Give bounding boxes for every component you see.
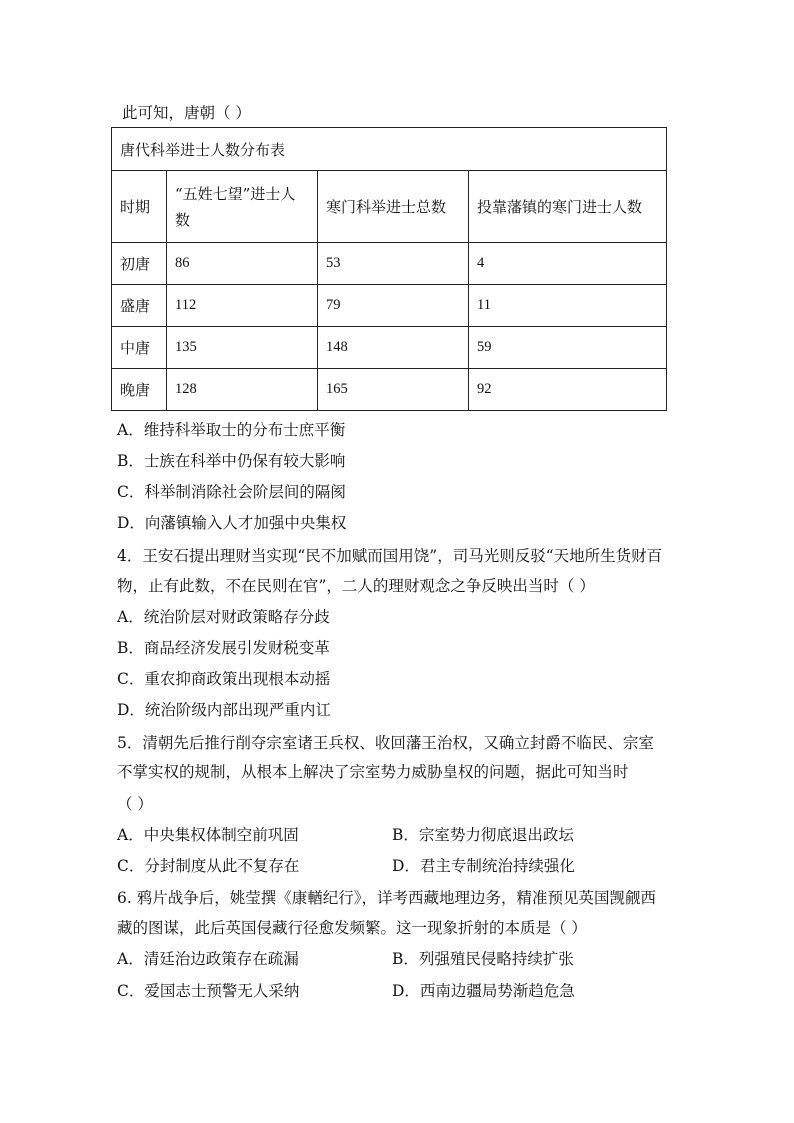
header-commoner-to-fanzhen: 投靠藩镇的寒门进士人数 xyxy=(469,171,667,243)
q6-stem-line1: 6. 鸦片战争后，姚莹撰《康輶纪行》，详考西藏地理边务，精准预见英国觊觎西 xyxy=(117,889,656,907)
q4-option-a[interactable]: A．统治阶层对财政策略存分歧 xyxy=(117,608,330,626)
cell-value: 165 xyxy=(318,369,469,411)
cell-period: 中唐 xyxy=(112,327,167,369)
q3-option-c[interactable]: C．科举制消除社会阶层间的隔阂 xyxy=(117,483,346,501)
cell-value: 59 xyxy=(469,327,667,369)
q4-option-d[interactable]: D．统治阶级内部出现严重内讧 xyxy=(117,701,331,719)
table-row xyxy=(112,285,667,327)
q6-option-a[interactable]: A．清廷治边政策存在疏漏 xyxy=(117,950,299,968)
cell-value: 148 xyxy=(318,327,469,369)
q6-option-b[interactable]: B．列强殖民侵略持续扩张 xyxy=(392,950,574,968)
header-aristocrat-line1: “五姓七望”进士人 xyxy=(175,184,296,203)
header-aristocrat-jinshi xyxy=(167,171,318,243)
q6-option-c[interactable]: C．爱国志士预警无人采纳 xyxy=(117,982,300,1000)
q6-stem-line2: 藏的图谋，此后英国侵藏行径愈发频繁。这一现象折射的本质是（ ） xyxy=(117,919,587,937)
q4-option-b[interactable]: B．商品经济发展引发财税变革 xyxy=(117,639,330,657)
q5-option-b[interactable]: B．宗室势力彻底退出政坛 xyxy=(392,826,574,844)
question-3-stem-tail: 此可知，唐朝（ ） xyxy=(122,104,251,122)
q5-option-d[interactable]: D．君主专制统治持续强化 xyxy=(392,857,575,875)
cell-value: 11 xyxy=(469,285,667,327)
cell-period: 盛唐 xyxy=(112,285,167,327)
header-period: 时期 xyxy=(112,171,167,243)
cell-value: 86 xyxy=(167,243,318,285)
q5-option-c[interactable]: C．分封制度从此不复存在 xyxy=(117,857,300,875)
header-commoner-total: 寒门科举进士总数 xyxy=(318,171,469,243)
table-row xyxy=(112,327,667,369)
table-title: 唐代科举进士人数分布表 xyxy=(112,128,667,171)
cell-value: 112 xyxy=(167,285,318,327)
cell-period: 晚唐 xyxy=(112,369,167,411)
q3-option-a[interactable]: A．维持科举取士的分布士庶平衡 xyxy=(117,421,346,439)
q5-stem-line2: 不掌实权的规制，从根本上解决了宗室势力威胁皇权的问题，据此可知当时 xyxy=(117,763,629,781)
q3-option-d[interactable]: D．向藩镇输入人才加强中央集权 xyxy=(117,514,347,532)
cell-period: 初唐 xyxy=(112,243,167,285)
cell-value: 128 xyxy=(167,369,318,411)
q5-stem-line1: 5．清朝先后推行削夺宗室诸王兵权、收回藩王治权，又确立封爵不临民、宗室 xyxy=(117,734,654,752)
q5-option-a[interactable]: A．中央集权体制空前巩固 xyxy=(117,826,299,844)
cell-value: 135 xyxy=(167,327,318,369)
cell-value: 92 xyxy=(469,369,667,411)
table-row xyxy=(112,243,667,285)
q6-option-d[interactable]: D．西南边疆局势渐趋危急 xyxy=(392,982,575,1000)
q4-stem-line1: 4．王安石提出理财当实现“民不加赋而国用饶”，司马光则反驳“天地所生货财百 xyxy=(117,547,663,565)
cell-value: 4 xyxy=(469,243,667,285)
q3-option-b[interactable]: B．士族在科举中仍保有较大影响 xyxy=(117,452,346,470)
cell-value: 53 xyxy=(318,243,469,285)
table-row xyxy=(112,369,667,411)
tang-jinshi-distribution-table xyxy=(111,127,667,411)
q4-option-c[interactable]: C．重农抑商政策出现根本动摇 xyxy=(117,670,331,688)
header-aristocrat-line2: 数 xyxy=(175,210,191,229)
cell-value: 79 xyxy=(318,285,469,327)
q5-stem-line3: （ ） xyxy=(117,795,153,813)
q4-stem-line2: 物，止有此数，不在民则在官”，二人的理财观念之争反映出当时（ ） xyxy=(117,577,595,595)
